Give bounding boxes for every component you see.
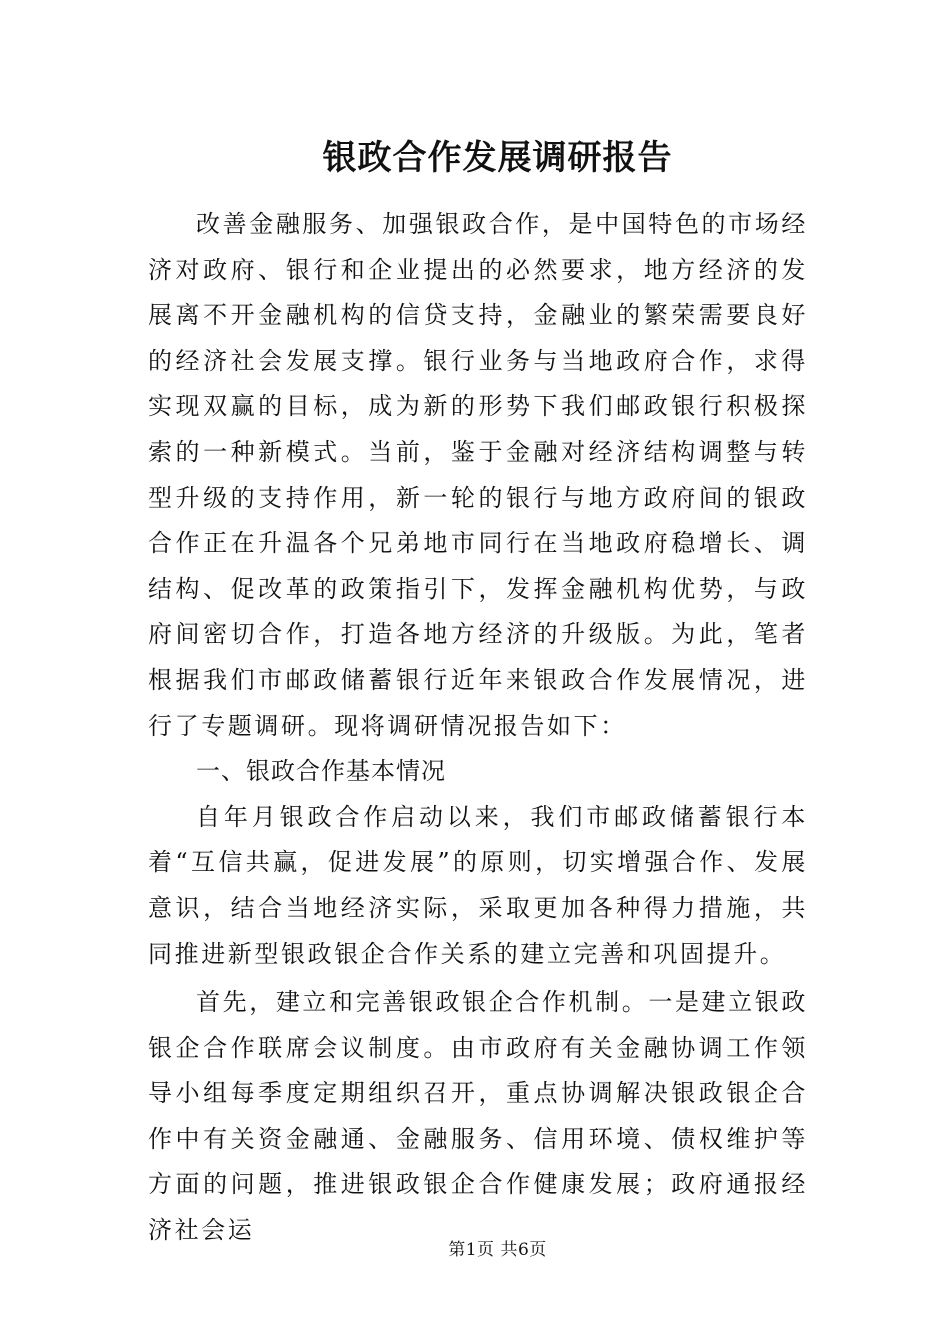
page-number-footer: 第1页 共6页: [448, 1240, 547, 1260]
basic-situation-paragraph: 自年月银政合作启动以来，我们市邮政储蓄银行本着“互信共赢，促进发展”的原则，切实增强合作、发展意识，结合当地经济实际，采取更加各种得力措施，共同推进新型银政银企合作关系的建立完善和巩固提升。: [148, 802, 808, 968]
document-body: [148, 202, 808, 1254]
intro-paragraph: 改善金融服务、加强银政合作，是中国特色的市场经济对政府、银行和企业提出的必然要求，地方经济的发展离不开金融机构的信贷支持，金融业的繁荣需要良好的经济社会发展支撑。银行业务与当地政府合作，求得实现双赢的目标，成为新的形势下我们邮政银行积极探索的一种新模式。当前，鉴于金融对经济结构调整与转型升级的支持作用，新一轮的银行与地方政府间的银政合作正在升温各个兄弟地市同行在当地政府稳增长、调结构、促改革的政策指引下，发挥金融机构优势，与政府间密切合作，打造各地方经济的升级版。为此，笔者根据我们市邮政储蓄银行近年来银政合作发展情况，进行了专题调研。现将调研情况报告如下：: [148, 210, 808, 740]
section-heading: 一、银政合作基本情况: [196, 757, 446, 786]
mechanism-paragraph: 首先，建立和完善银政银企合作机制。一是建立银政银企合作联席会议制度。由市政府有关金融协调工作领导小组每季度定期组织召开，重点协调解决银政银企合作中有关资金融通、金融服务、信用环境、债权维护等方面的问题，推进银政银企合作健康发展；政府通报经济社会运: [148, 988, 808, 1245]
document-title: 银政合作发展调研报告: [322, 138, 673, 178]
